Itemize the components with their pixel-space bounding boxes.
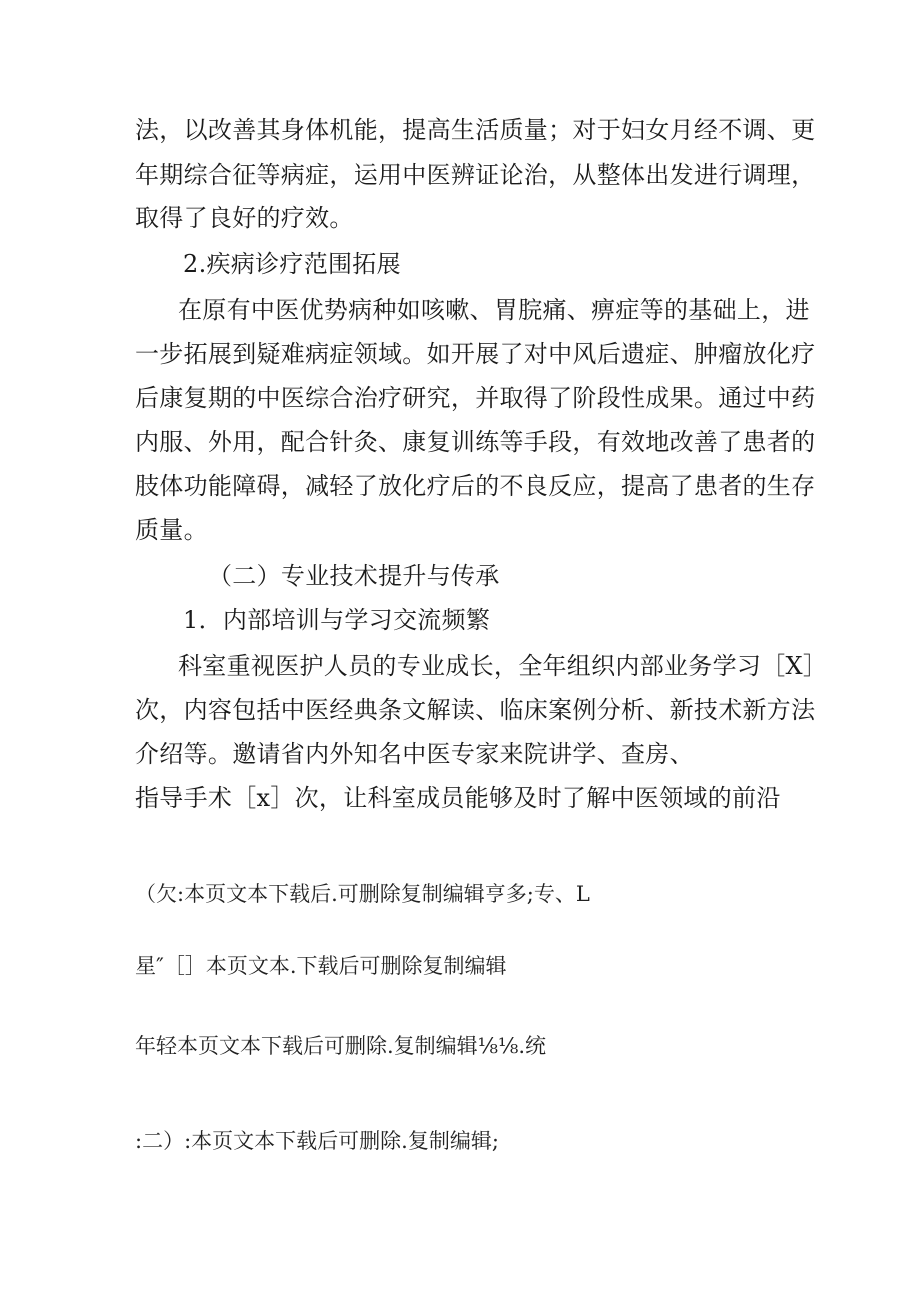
paragraph-2-line-3: 后康复期的中医综合治疗研究，并取得了阶段性成果。通过中药 [135,384,816,412]
paragraph-1-line-3: 取得了良好的疗效。 [135,204,354,232]
footer-notice-line-4: :二）:本页文本下载后可删除.复制编辑; [135,1129,499,1153]
section-heading: （二）专业技术提升与传承 [208,562,500,590]
paragraph-2-line-1: 在原有中医优势病种如咳嗽、胃脘痛、痹症等的基础上，进 [178,296,810,324]
paragraph-2-line-5: 肢体功能障碍，减轻了放化疗后的不良反应，提高了患者的生存 [135,472,816,500]
paragraph-2-line-2: 一步拓展到疑难病症领域。如开展了对中风后遗症、肿瘤放化疗 [135,340,816,368]
subheading-internal-training: 1．内部培训与学习交流频繁 [183,606,491,634]
paragraph-3-line-1: 科室重视医护人员的专业成长，全年组织内部业务学习［X］ [178,652,828,680]
paragraph-1-line-1: 法，以改善其身体机能，提高生活质量；对于妇女月经不调、更 [135,116,816,144]
paragraph-2-line-6: 质量。 [135,516,208,544]
subheading-disease-scope: 2.疾病诊疗范围拓展 [183,250,401,278]
footer-notice-line-1: （欠:本页文本下载后.可删除复制编辑亨多;专、L [135,882,590,906]
paragraph-3-line-4: 指导手术［x］次，让科室成员能够及时了解中医领域的前沿 [135,784,781,812]
footer-notice-line-3: 年轻本页文本下载后可删除.复制编辑⅛⅛.统 [135,1034,547,1058]
paragraph-2-line-4: 内服、外用，配合针灸、康复训练等手段，有效地改善了患者的 [135,428,816,456]
paragraph-3-line-2: 次，内容包括中医经典条文解读、临床案例分析、新技术新方法 [135,696,816,724]
footer-notice-line-2: 星″［］本页文本.下载后可删除复制编辑 [135,954,507,978]
paragraph-3-line-3: 介绍等。邀请省内外知名中医专家来院讲学、查房、 [135,740,694,768]
paragraph-1-line-2: 年期综合征等病症，运用中医辨证论治，从整体出发进行调理， [135,161,816,189]
